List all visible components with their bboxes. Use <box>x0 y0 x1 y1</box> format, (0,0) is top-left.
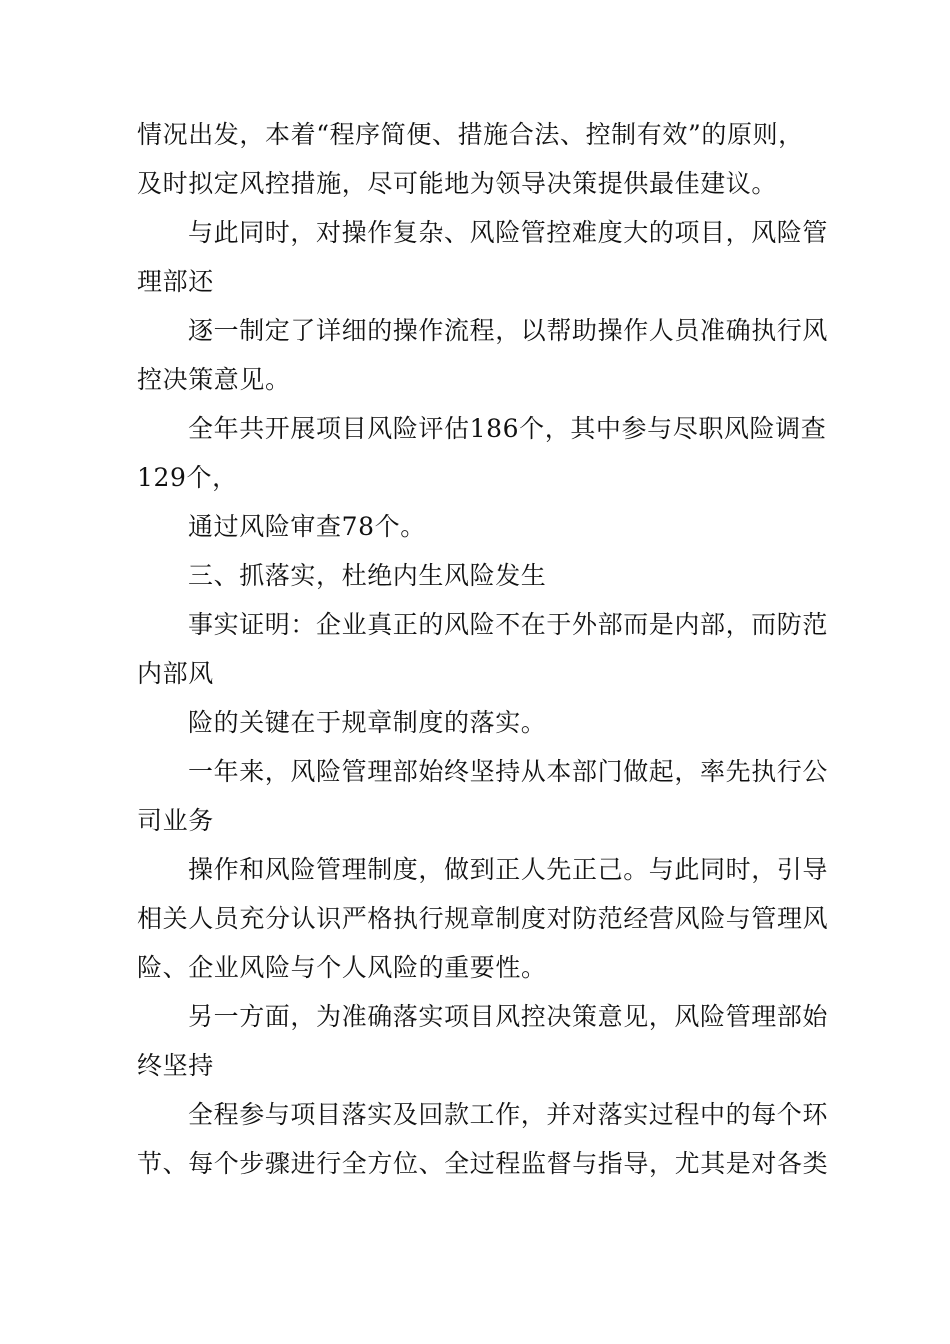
text-line: 全年共开展项目风险评估186个，其中参与尽职风险调查 <box>188 414 827 443</box>
text-line: 相关人员充分认识严格执行规章制度对防范经营风险与管理风 <box>137 904 829 933</box>
text-line: 控决策意见。 <box>137 365 291 394</box>
text-line: 理部还 <box>137 267 214 296</box>
text-line: 险的关键在于规章制度的落实。 <box>188 708 547 737</box>
text-line: 全程参与项目落实及回款工作，并对落实过程中的每个环 <box>188 1100 829 1129</box>
text-line: 逐一制定了详细的操作流程，以帮助操作人员准确执行风 <box>188 316 829 345</box>
text-line: 事实证明：企业真正的风险不在于外部而是内部，而防范 <box>188 610 829 639</box>
text-line: 及时拟定风控措施，尽可能地为领导决策提供最佳建议。 <box>137 169 778 198</box>
text-line: 另一方面，为准确落实项目风控决策意见，风险管理部始 <box>188 1002 829 1031</box>
text-line: 操作和风险管理制度，做到正人先正己。与此同时，引导 <box>188 855 829 884</box>
text-line: 司业务 <box>137 806 214 835</box>
text-line: 节、每个步骤进行全方位、全过程监督与指导，尤其是对各类 <box>137 1149 829 1178</box>
text-line: 终坚持 <box>137 1051 214 1080</box>
text-line: 情况出发，本着“程序简便、措施合法、控制有效”的原则， <box>137 120 804 149</box>
text-line: 129个， <box>137 463 238 492</box>
text-line: 险、企业风险与个人风险的重要性。 <box>137 953 547 982</box>
text-line: 与此同时，对操作复杂、风险管控难度大的项目，风险管 <box>188 218 829 247</box>
text-line: 内部风 <box>137 659 214 688</box>
section-heading: 三、抓落实，杜绝内生风险发生 <box>188 561 547 590</box>
text-line: 一年来，风险管理部始终坚持从本部门做起，率先执行公 <box>188 757 829 786</box>
text-line: 通过风险审查78个。 <box>188 512 426 541</box>
